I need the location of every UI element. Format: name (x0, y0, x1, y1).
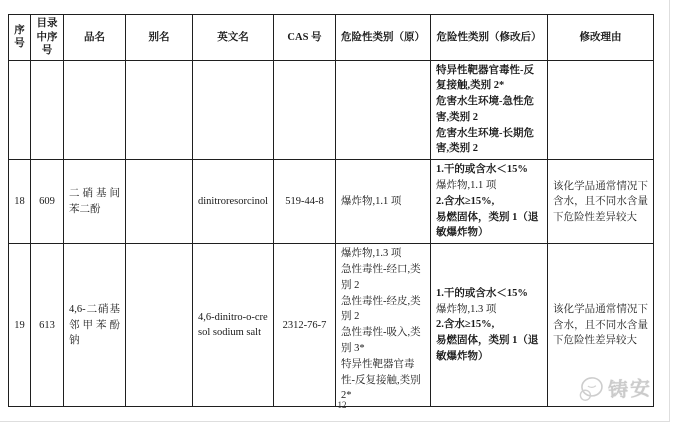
watermark-text: 铸安 (607, 377, 653, 402)
hazard-line: 1.干的或含水＜15% (436, 164, 528, 176)
header-alias: 别名 (126, 15, 193, 61)
cell-english-name (193, 60, 274, 160)
cell-hazard-revised (431, 60, 548, 160)
table-header-row (9, 15, 654, 61)
cell-catalog (31, 60, 64, 160)
cell-hazard-revised (431, 244, 548, 407)
cell-product-name: 二硝基间苯二酚 (64, 160, 126, 244)
table-row-continuation (9, 60, 654, 160)
cell-hazard-original (336, 60, 431, 160)
header-catalog-number: 目录中序号 (31, 15, 64, 61)
cell-alias (126, 244, 193, 407)
page-edge-line-horizontal (0, 421, 670, 422)
header-product-name: 品名 (64, 15, 126, 61)
cell-serial: 19 (9, 244, 31, 407)
hazard-line: 1.干的或含水＜15% (436, 287, 528, 299)
cell-english-name: 4,6-dinitro-o-cresol sodium salt (193, 244, 274, 407)
cell-serial (9, 60, 31, 160)
hazard-line: 爆炸物,1.3 项 (341, 248, 402, 260)
cell-alias (126, 160, 193, 244)
page-number: 12 (337, 400, 347, 410)
cell-product-name: 4,6-二硝基邻甲苯酚钠 (64, 244, 126, 407)
header-cas-number: CAS 号 (274, 15, 336, 61)
hazard-line: 爆炸物,1.1 项 (341, 195, 402, 207)
cell-product-name (64, 60, 126, 160)
cell-cas-number: 519-44-8 (274, 160, 336, 244)
cell-serial: 18 (9, 160, 31, 244)
hazard-line: 急性毒性-经皮,类别 2 (341, 295, 421, 323)
table-row-18 (9, 160, 654, 244)
cell-hazard-original (336, 160, 431, 244)
hazard-line: 急性毒性-经口,类别 2 (341, 264, 421, 291)
hazard-line: 急性毒性-吸入,类别 3* (341, 327, 421, 355)
page-edge-line-vertical (669, 0, 670, 421)
hazard-line: 爆炸物,1.1 项 (436, 180, 497, 192)
hazard-line: 2.含水≥15%, (436, 195, 495, 207)
hazard-line: 特异性靶器官毒性-反复接触,类别 2* (436, 64, 534, 92)
cell-revision-reason (548, 60, 654, 160)
cell-catalog: 609 (31, 160, 64, 244)
hazard-line: 易燃固体，类别 1（退敏爆炸物） (436, 335, 539, 362)
hazard-line: 危害水生环境-急性危害,类别 2 (436, 96, 534, 123)
header-hazard-original: 危险性类别（原） (336, 15, 431, 61)
header-serial: 序号 (9, 15, 31, 61)
cell-catalog: 613 (31, 244, 64, 407)
hazard-classification-table (8, 14, 654, 407)
hazard-line: 危害水生环境-长期危害,类别 2 (436, 127, 534, 155)
header-revision-reason: 修改理由 (548, 15, 654, 61)
header-english-name: 英文名 (193, 15, 274, 61)
hazard-line: 易燃固体，类别 1（退敏爆炸物） (436, 211, 539, 239)
cell-cas-number (274, 60, 336, 160)
hazard-line: 特异性靶器官毒性-反复接触,类别 2* (341, 358, 421, 402)
table-row-19 (9, 244, 654, 407)
cell-revision-reason: 该化学品通常情况下含水，且不同水含量下危险性差异较大 (548, 244, 654, 407)
cell-hazard-original (336, 244, 431, 407)
cell-revision-reason: 该化学品通常情况下含水，且不同水含量下危险性差异较大 (548, 160, 654, 244)
cell-cas-number: 2312-76-7 (274, 244, 336, 407)
header-hazard-revised: 危险性类别（修改后） (431, 15, 548, 61)
cell-english-name: dinitroresorcinol (193, 160, 274, 244)
hazard-line: 爆炸物,1.3 项 (436, 303, 497, 315)
cell-hazard-revised (431, 160, 548, 244)
hazard-line: 2.含水≥15%, (436, 319, 495, 331)
cell-alias (126, 60, 193, 160)
